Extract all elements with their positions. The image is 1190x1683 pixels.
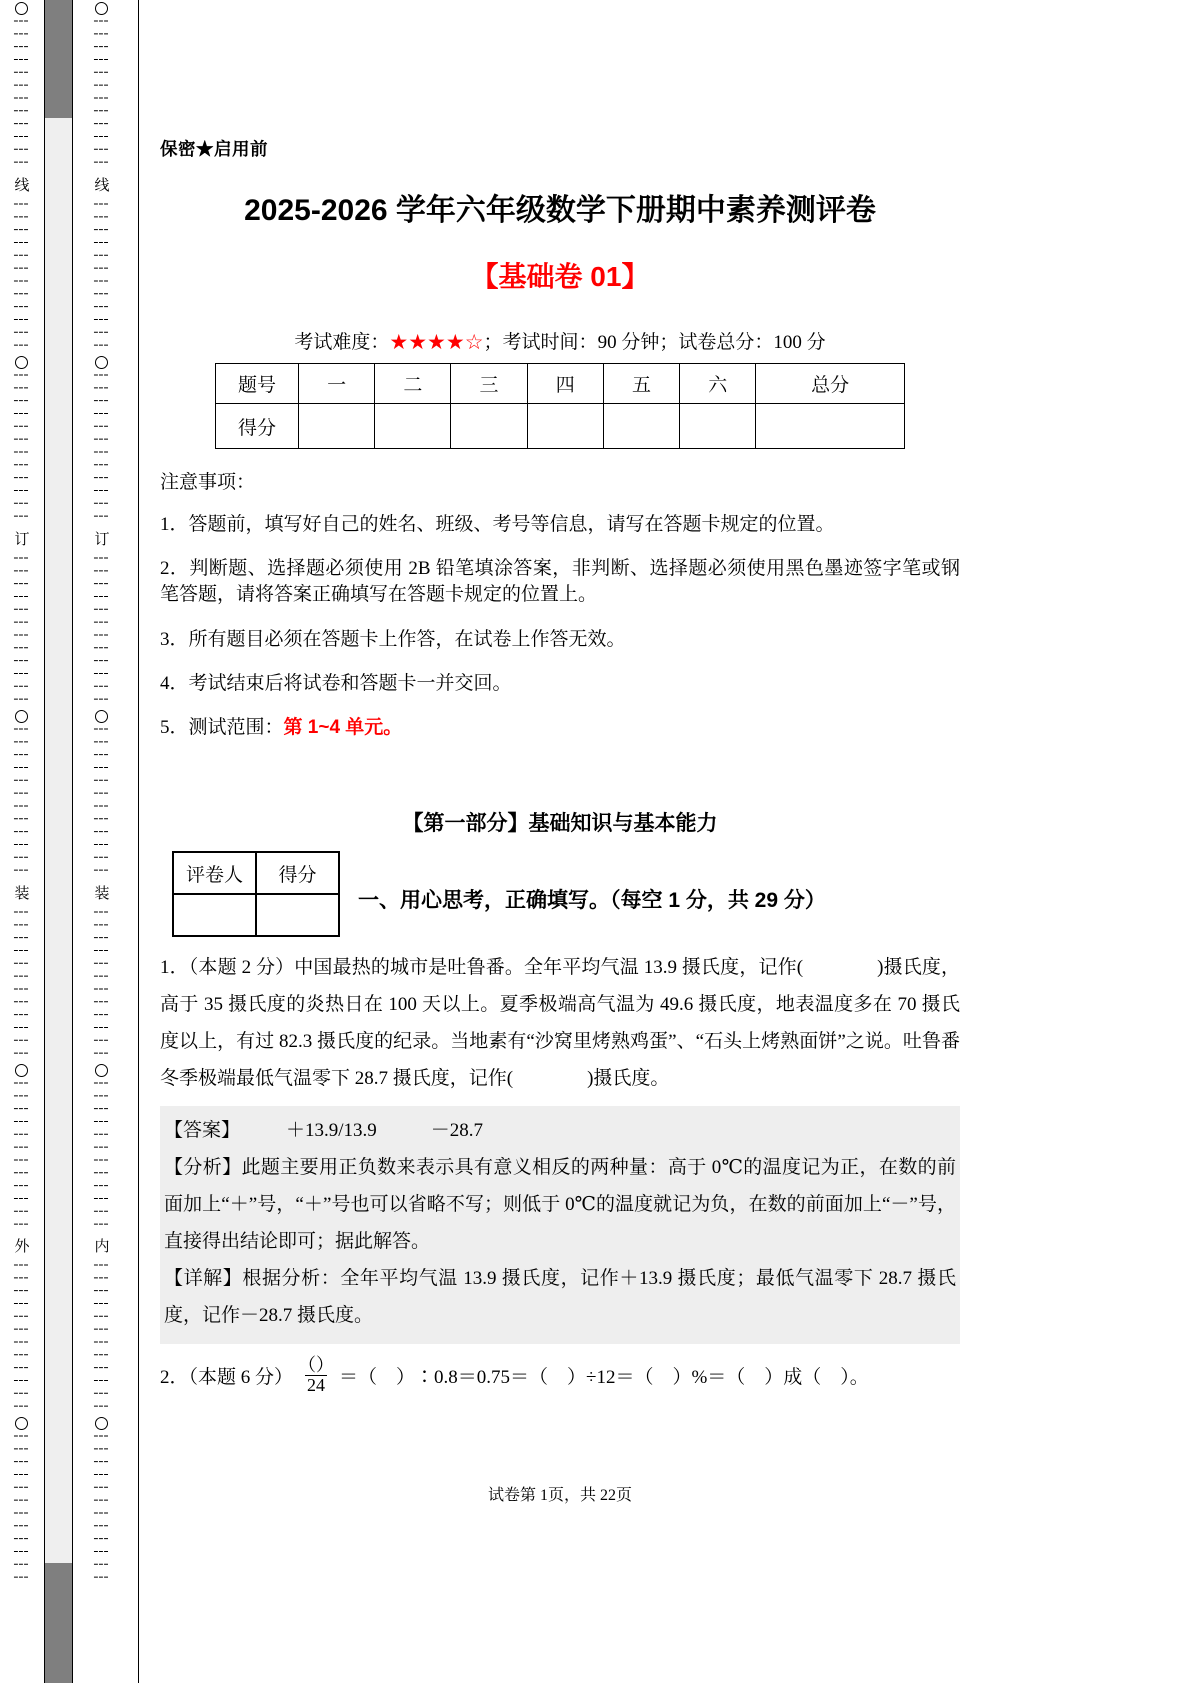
page-subtitle: 【基础卷 01】 [470,261,650,292]
seal-label-zhuang: 装 [92,884,110,902]
score-table-col-2: 二 [375,364,451,404]
part-heading: 【第一部分】基础知识与基本能力 [402,812,718,836]
dotted-line-icon: ┆┆┆┆┆┆┆┆┆┆┆┆ [13,17,29,171]
notice-item-2: 2．判断题、选择题必须使用 2B 铅笔填涂答案，非判断、选择题必须使用黑色墨迹签字笔或钢笔答题，请将答案正确填写在答题卡规定的位置上。 [160,558,960,606]
grader-value-score[interactable] [256,894,339,936]
dotted-line-icon: ┆┆┆┆┆┆┆┆┆┆┆┆ [13,553,29,708]
detail-text: 根据分析：全年平均气温 13.9 摄氏度，记作＋13.9 摄氏度；最低气温零下 28.7 摄氏度，记作－28.7 摄氏度。 [164,1267,956,1326]
analysis-label: 【分析】 [164,1156,242,1178]
score-table-row-label: 得分 [216,404,299,449]
score-table-row-label: 题号 [216,364,299,404]
table-row [173,852,339,894]
score-table-col-4: 四 [527,364,603,404]
seal-circle-icon [95,2,108,15]
dotted-line-icon: ┆┆┆┆┆┆┆┆┆┆┆┆ [93,199,109,354]
question-2-text [160,1356,960,1395]
fraction-numerator[interactable]: （） [298,1354,335,1375]
seal-label-ding: 订 [12,530,30,548]
score-cell[interactable] [527,404,603,449]
seal-circle-icon [15,356,28,369]
exam-total-value: 100 分 [773,332,826,353]
seal-label-ding: 订 [92,530,110,548]
seal-label-outer: 外 [12,1238,30,1256]
table-row [173,894,339,936]
dotted-line-icon: ┆┆┆┆┆┆┆┆┆┆┆┆ [93,1261,109,1416]
seal-circle-icon [95,1417,108,1430]
answer-label: 【答案】 [164,1119,241,1141]
table-row [216,404,905,449]
question-1-text [160,949,960,1097]
dotted-line-icon: ┆┆┆┆┆┆┆┆┆┆┆┆ [93,1432,109,1587]
seal-circle-icon [15,1064,28,1077]
dotted-line-icon: ┆┆┆┆┆┆┆┆┆┆┆┆ [93,17,109,171]
exam-content [160,0,960,1395]
exam-time-value: 90 分钟 [597,332,660,353]
question-2-prefix: 2．（本题 6 分） [160,1366,294,1388]
margin-gray-band [45,0,72,1683]
detail-line [164,1260,956,1334]
notice-heading: 注意事项： [160,472,256,493]
score-cell[interactable] [680,404,756,449]
score-cell[interactable] [299,404,375,449]
grader-value-name[interactable] [173,894,256,936]
section-title: 一、用心思考，正确填写。（每空 1 分，共 29 分） [358,889,826,913]
binding-margin [0,0,140,1683]
exam-time-label: ；考试时间： [483,332,598,353]
seal-track-outer [8,0,34,1683]
question-1-part1: 1．（本题 2 分）中国最热的城市是吐鲁番。全年平均气温 13.9 摄氏度，记作( [160,957,804,979]
score-table-col-total: 总分 [756,364,905,404]
difficulty-label: 考试难度： [294,332,390,353]
notice-item-3: 3．所有题目必须在答题卡上作答，在试卷上作答无效。 [160,628,626,650]
answer-explanation-box [160,1106,960,1344]
seal-track-inner [88,0,114,1683]
dotted-line-icon: ┆┆┆┆┆┆┆┆┆┆┆┆ [13,907,29,1062]
score-cell[interactable] [375,404,451,449]
answer-value-1: ＋13.9/13.9 [286,1119,377,1141]
dotted-line-icon: ┆┆┆┆┆┆┆┆┆┆┆┆ [13,199,29,354]
seal-label-zhuang: 装 [12,884,30,902]
dotted-line-icon: ┆┆┆┆┆┆┆┆┆┆┆┆ [93,370,109,525]
seal-circle-icon [15,710,28,723]
grader-header-score: 得分 [256,852,339,894]
question-2-rest: ＝（ ）∶0.8＝0.75＝（ ）÷12＝（ ）%＝（ ）成（ ）。 [339,1366,869,1388]
seal-circle-icon [95,710,108,723]
fraction-denominator: 24 [307,1374,326,1395]
notice-item-5 [160,715,960,741]
dotted-line-icon: ┆┆┆┆┆┆┆┆┆┆┆┆ [13,370,29,525]
dotted-line-icon: ┆┆┆┆┆┆┆┆┆┆┆┆ [93,1078,109,1233]
seal-label-line: 线 [92,176,110,194]
score-table-col-3: 三 [451,364,527,404]
table-row [216,364,905,404]
score-cell[interactable] [451,404,527,449]
notice-item-4: 4．考试结束后将试卷和答题卡一并交回。 [160,672,512,694]
grader-header-name: 评卷人 [173,852,256,894]
fraction [296,1356,336,1395]
page-title: 2025-2026 学年六年级数学下册期中素养测评卷 [244,194,876,227]
star-filled-icon: ★★★★ [389,330,465,354]
dotted-line-icon: ┆┆┆┆┆┆┆┆┆┆┆┆ [13,1078,29,1233]
dotted-line-icon: ┆┆┆┆┆┆┆┆┆┆┆┆ [93,907,109,1062]
secret-label: 保密★启用前 [160,139,268,159]
exam-total-label: ；试卷总分： [659,332,774,353]
score-cell[interactable] [603,404,679,449]
analysis-line [164,1149,956,1260]
score-cell[interactable] [756,404,905,449]
notice-item-1: 1．答题前，填写好自己的姓名、班级、考号等信息，请写在答题卡规定的位置。 [160,514,835,535]
margin-gray-band-bottom [45,1563,72,1683]
answer-value-2: －28.7 [430,1119,484,1141]
seal-circle-icon [95,1064,108,1077]
dotted-line-icon: ┆┆┆┆┆┆┆┆┆┆┆┆ [93,553,109,708]
question-1-part2: )摄氏度，高于 35 摄氏度的炎热日在 100 天以上。夏季极端高气温为 49.6 摄氏度，地表温度多在 70 摄氏度以上，有过 82.3 摄氏度的纪录。当地素有“沙窝里烤熟鸡蛋”、“石头上烤熟面饼”之说。吐鲁番冬季极端最低气温零下 28.7 摄氏度，记作( [160,957,960,1090]
exam-meta-line [160,327,960,355]
dotted-line-icon: ┆┆┆┆┆┆┆┆┆┆┆┆ [93,724,109,879]
answer-line [164,1112,956,1149]
dotted-line-icon: ┆┆┆┆┆┆┆┆┆┆┆┆ [13,724,29,879]
margin-gray-band-top [45,0,72,118]
analysis-text: 此题主要用正负数来表示具有意义相反的两种量：高于 0℃的温度记为正，在数的前面加上“＋”号，“＋”号也可以省略不写；则低于 0℃的温度就记为负，在数的前面加上“－”号，直接得出结论即可；据此解答。 [164,1156,956,1252]
question-1-part3: )摄氏度。 [587,1068,670,1090]
notice-item-5-prefix: 5．测试范围： [160,717,284,739]
page-footer: 试卷第 1页，共 22页 [487,1487,632,1504]
score-table-col-6: 六 [680,364,756,404]
seal-circle-icon [15,2,28,15]
difficulty-stars [389,330,483,355]
seal-circle-icon [95,356,108,369]
margin-rule-right [138,0,139,1683]
section-header-block [160,851,960,939]
seal-circle-icon [15,1417,28,1430]
score-table [215,363,905,449]
margin-rule-mid [72,0,73,1683]
dotted-line-icon: ┆┆┆┆┆┆┆┆┆┆┆┆ [13,1432,29,1587]
notice-item-5-range: 第 1~4 单元。 [283,717,403,739]
seal-label-line: 线 [12,176,30,194]
seal-label-inner: 内 [92,1238,110,1256]
detail-label: 【详解】 [164,1267,243,1289]
dotted-line-icon: ┆┆┆┆┆┆┆┆┆┆┆┆ [13,1261,29,1416]
star-empty-icon: ☆ [464,330,484,354]
score-table-col-5: 五 [603,364,679,404]
grader-table [172,851,340,937]
score-table-col-1: 一 [299,364,375,404]
